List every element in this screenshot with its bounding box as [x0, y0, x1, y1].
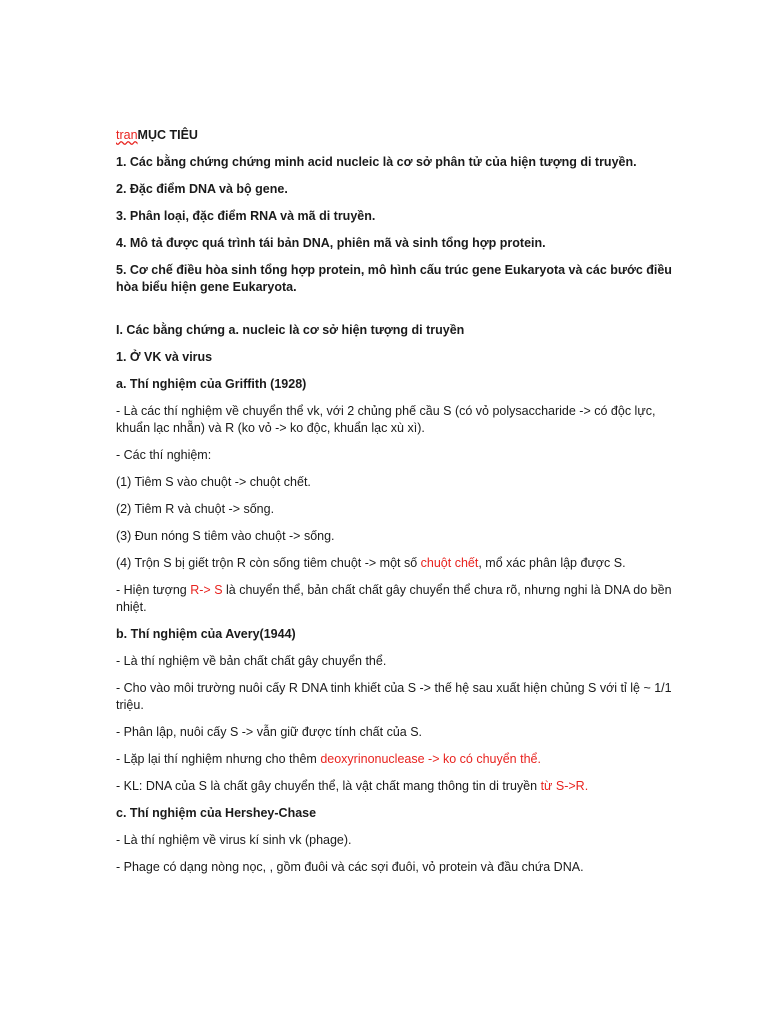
hershey-heading: c. Thí nghiệm của Hershey-Chase: [116, 806, 317, 820]
hershey-paragraph-2: - Phage có dạng nòng nọc, , gồm đuôi và các sợi đuôi, vỏ protein và đầu chứa DNA.: [116, 860, 584, 874]
document-content: [116, 127, 676, 886]
avery-paragraph-1: - Là thí nghiệm về bản chất chất gây chuyển thể.: [116, 654, 387, 668]
hershey-paragraph-1: - Là thí nghiệm về virus kí sinh vk (phage).: [116, 833, 352, 847]
griffith-paragraph-3: [116, 582, 676, 616]
objective-2: 2. Đặc điểm DNA và bộ gene.: [116, 182, 288, 196]
avery-p4-text: - Lặp lại thí nghiệm nhưng cho thêm: [116, 752, 321, 766]
avery-paragraph-5: [116, 778, 676, 795]
subsection-1-heading: 1. Ở VK và virus: [116, 350, 213, 364]
griffith-p3-text-b: là chuyển thể, bản chất chất gây chuyển thể chưa rõ, nhưng nghi là DNA do bền nhiệt.: [116, 583, 672, 614]
griffith-paragraph-2: - Các thí nghiệm:: [116, 448, 212, 462]
avery-p5-highlight: từ S->R.: [540, 779, 589, 793]
griffith-experiment-4: [116, 555, 676, 572]
avery-p5-text: - KL: DNA của S là chất gây chuyển thể, là vật chất mang thông tin di truyền: [116, 779, 541, 793]
avery-p4-highlight: deoxyrinonuclease -> ko có chuyển thể.: [320, 752, 541, 766]
exp4-highlight: chuột chết: [420, 556, 479, 570]
objective-5: 5. Cơ chế điều hòa sinh tổng hợp protein, mô hình cấu trúc gene Eukaryota và các bước điều hòa biểu hiện gene Eukaryota.: [116, 263, 672, 294]
exp4-text-b: , mổ xác phân lập được S.: [478, 556, 626, 570]
griffith-experiment-1: (1) Tiêm S vào chuột -> chuột chết.: [116, 475, 311, 489]
avery-paragraph-3: - Phân lập, nuôi cấy S -> vẫn giữ được tính chất của S.: [116, 725, 422, 739]
avery-heading: b. Thí nghiệm của Avery(1944): [116, 627, 296, 641]
objective-1: 1. Các bằng chứng chứng minh acid nucleic là cơ sở phân tử của hiện tượng di truyền.: [116, 155, 637, 169]
section-1-heading: I. Các bằng chứng a. nucleic là cơ sở hiện tượng di truyền: [116, 323, 465, 337]
griffith-experiment-3: (3) Đun nóng S tiêm vào chuột -> sống.: [116, 529, 335, 543]
griffith-p3-text-a: - Hiện tượng: [116, 583, 191, 597]
tran-prefix: tran: [116, 128, 138, 142]
griffith-heading: a. Thí nghiệm của Griffith (1928): [116, 377, 307, 391]
objectives-title: [116, 127, 676, 144]
objective-4: 4. Mô tả được quá trình tái bản DNA, phiên mã và sinh tổng hợp protein.: [116, 236, 546, 250]
griffith-p3-highlight: R-> S: [190, 583, 223, 597]
griffith-experiment-2: (2) Tiêm R và chuột -> sống.: [116, 502, 275, 516]
exp4-text-a: (4) Trộn S bị giết trộn R còn sống tiêm chuột -> một số: [116, 556, 421, 570]
objective-3: 3. Phân loại, đặc điểm RNA và mã di truyền.: [116, 209, 376, 223]
griffith-paragraph-1: - Là các thí nghiệm về chuyển thể vk, với 2 chủng phế cầu S (có vỏ polysaccharide -> có độc lực, khuẩn lạc nhẵn) và R (ko vỏ -> ko độc, khuẩn lạc xù xì).: [116, 404, 656, 435]
avery-paragraph-4: [116, 751, 676, 768]
avery-paragraph-2: - Cho vào môi trường nuôi cấy R DNA tinh khiết của S -> thế hệ sau xuất hiện chủng S với tỉ lệ ~ 1/1 triệu.: [116, 681, 672, 712]
objectives-title-text: MỤC TIÊU: [137, 128, 198, 142]
